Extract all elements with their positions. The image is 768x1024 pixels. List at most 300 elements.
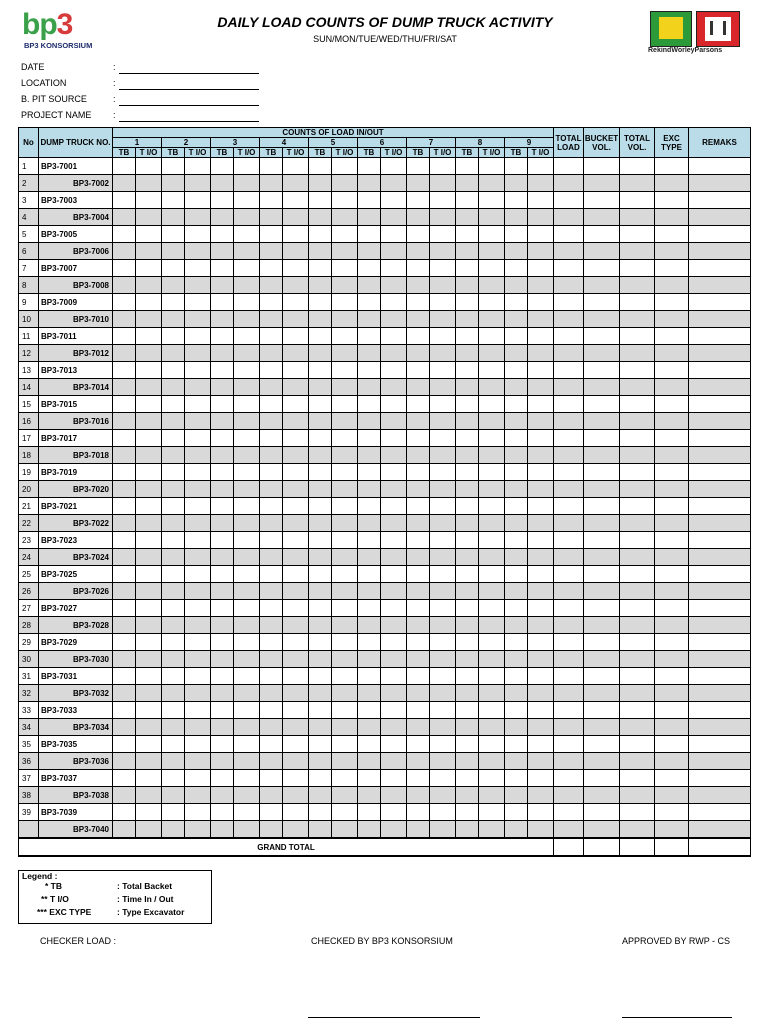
entry-cell[interactable] [505,396,528,413]
entry-cell[interactable] [528,362,554,379]
entry-cell[interactable] [113,719,136,736]
entry-cell[interactable] [456,362,479,379]
entry-cell[interactable] [554,515,584,532]
entry-cell[interactable] [332,787,358,804]
entry-cell[interactable] [479,736,505,753]
entry-cell[interactable] [456,430,479,447]
entry-cell[interactable] [309,566,332,583]
entry-cell[interactable] [554,158,584,175]
entry-cell[interactable] [162,736,185,753]
entry-cell[interactable] [407,362,430,379]
entry-cell[interactable] [554,600,584,617]
entry-cell[interactable] [381,787,407,804]
entry-cell[interactable] [358,804,381,821]
entry-cell[interactable] [528,617,554,634]
entry-cell[interactable] [655,192,689,209]
entry-cell[interactable] [689,311,751,328]
entry-cell[interactable] [283,430,309,447]
entry-cell[interactable] [505,311,528,328]
entry-cell[interactable] [479,413,505,430]
entry-cell[interactable] [162,787,185,804]
entry-cell[interactable] [185,617,211,634]
entry-cell[interactable] [430,736,456,753]
entry-cell[interactable] [689,617,751,634]
entry-cell[interactable] [260,464,283,481]
entry-cell[interactable] [113,532,136,549]
entry-cell[interactable] [479,719,505,736]
entry-cell[interactable] [283,311,309,328]
entry-cell[interactable] [113,158,136,175]
entry-cell[interactable] [234,362,260,379]
entry-cell[interactable] [211,158,234,175]
entry-cell[interactable] [185,243,211,260]
entry-cell[interactable] [528,379,554,396]
entry-cell[interactable] [584,821,620,839]
entry-cell[interactable] [528,736,554,753]
entry-cell[interactable] [505,277,528,294]
entry-cell[interactable] [332,209,358,226]
entry-cell[interactable] [283,260,309,277]
entry-cell[interactable] [430,549,456,566]
entry-cell[interactable] [283,617,309,634]
entry-cell[interactable] [505,804,528,821]
entry-cell[interactable] [655,362,689,379]
entry-cell[interactable] [260,175,283,192]
entry-cell[interactable] [234,430,260,447]
entry-cell[interactable] [234,379,260,396]
entry-cell[interactable] [689,362,751,379]
entry-cell[interactable] [381,685,407,702]
entry-cell[interactable] [136,566,162,583]
entry-cell[interactable] [505,583,528,600]
entry-cell[interactable] [584,243,620,260]
entry-cell[interactable] [689,651,751,668]
entry-cell[interactable] [185,685,211,702]
entry-cell[interactable] [309,685,332,702]
entry-cell[interactable] [381,362,407,379]
entry-cell[interactable] [358,719,381,736]
entry-cell[interactable] [162,396,185,413]
entry-cell[interactable] [260,668,283,685]
entry-cell[interactable] [430,804,456,821]
entry-cell[interactable] [332,175,358,192]
entry-cell[interactable] [381,345,407,362]
entry-cell[interactable] [584,481,620,498]
entry-cell[interactable] [113,226,136,243]
entry-cell[interactable] [620,634,655,651]
entry-cell[interactable] [234,328,260,345]
entry-cell[interactable] [211,243,234,260]
entry-cell[interactable] [260,532,283,549]
entry-cell[interactable] [211,515,234,532]
entry-cell[interactable] [381,515,407,532]
entry-cell[interactable] [528,175,554,192]
entry-cell[interactable] [358,328,381,345]
entry-cell[interactable] [211,396,234,413]
entry-cell[interactable] [309,634,332,651]
entry-cell[interactable] [113,804,136,821]
entry-cell[interactable] [309,396,332,413]
entry-cell[interactable] [456,685,479,702]
entry-cell[interactable] [505,294,528,311]
entry-cell[interactable] [136,736,162,753]
entry-cell[interactable] [554,345,584,362]
entry-cell[interactable] [655,498,689,515]
entry-cell[interactable] [620,821,655,839]
entry-cell[interactable] [620,702,655,719]
entry-cell[interactable] [554,362,584,379]
entry-cell[interactable] [505,379,528,396]
entry-cell[interactable] [309,668,332,685]
entry-cell[interactable] [430,617,456,634]
entry-cell[interactable] [309,719,332,736]
entry-cell[interactable] [655,566,689,583]
entry-cell[interactable] [456,243,479,260]
entry-cell[interactable] [554,379,584,396]
entry-cell[interactable] [528,702,554,719]
entry-cell[interactable] [358,277,381,294]
entry-cell[interactable] [456,719,479,736]
entry-cell[interactable] [430,532,456,549]
entry-cell[interactable] [430,770,456,787]
entry-cell[interactable] [211,192,234,209]
entry-cell[interactable] [309,498,332,515]
entry-cell[interactable] [554,430,584,447]
entry-cell[interactable] [528,226,554,243]
entry-cell[interactable] [479,668,505,685]
entry-cell[interactable] [136,379,162,396]
entry-cell[interactable] [162,209,185,226]
entry-cell[interactable] [620,379,655,396]
entry-cell[interactable] [381,209,407,226]
entry-cell[interactable] [407,464,430,481]
entry-cell[interactable] [407,532,430,549]
entry-cell[interactable] [283,481,309,498]
entry-cell[interactable] [407,226,430,243]
entry-cell[interactable] [162,617,185,634]
entry-cell[interactable] [554,192,584,209]
entry-cell[interactable] [689,481,751,498]
entry-cell[interactable] [332,192,358,209]
entry-cell[interactable] [430,481,456,498]
entry-cell[interactable] [136,209,162,226]
entry-cell[interactable] [505,243,528,260]
entry-cell[interactable] [162,362,185,379]
entry-cell[interactable] [136,719,162,736]
entry-cell[interactable] [584,413,620,430]
entry-cell[interactable] [528,413,554,430]
entry-cell[interactable] [332,685,358,702]
entry-cell[interactable] [234,396,260,413]
entry-cell[interactable] [162,243,185,260]
entry-cell[interactable] [381,702,407,719]
entry-cell[interactable] [113,753,136,770]
entry-cell[interactable] [136,702,162,719]
entry-cell[interactable] [260,192,283,209]
entry-cell[interactable] [479,243,505,260]
entry-cell[interactable] [113,770,136,787]
entry-cell[interactable] [309,532,332,549]
entry-cell[interactable] [185,379,211,396]
entry-cell[interactable] [528,209,554,226]
entry-cell[interactable] [528,532,554,549]
entry-cell[interactable] [381,532,407,549]
entry-cell[interactable] [655,226,689,243]
entry-cell[interactable] [505,753,528,770]
entry-cell[interactable] [234,243,260,260]
entry-cell[interactable] [113,413,136,430]
entry-cell[interactable] [430,243,456,260]
entry-cell[interactable] [234,311,260,328]
entry-cell[interactable] [407,736,430,753]
entry-cell[interactable] [162,260,185,277]
entry-cell[interactable] [584,226,620,243]
entry-cell[interactable] [234,532,260,549]
entry-cell[interactable] [655,651,689,668]
entry-cell[interactable] [358,192,381,209]
entry-cell[interactable] [309,226,332,243]
entry-cell[interactable] [234,158,260,175]
entry-cell[interactable] [358,532,381,549]
entry-cell[interactable] [283,821,309,839]
entry-cell[interactable] [655,583,689,600]
entry-cell[interactable] [211,532,234,549]
entry-cell[interactable] [655,719,689,736]
entry-cell[interactable] [430,277,456,294]
entry-cell[interactable] [620,515,655,532]
entry-cell[interactable] [358,294,381,311]
entry-cell[interactable] [407,430,430,447]
entry-cell[interactable] [620,311,655,328]
entry-cell[interactable] [332,821,358,839]
entry-cell[interactable] [456,532,479,549]
entry-cell[interactable] [479,311,505,328]
entry-cell[interactable] [479,396,505,413]
entry-cell[interactable] [162,294,185,311]
entry-cell[interactable] [584,719,620,736]
entry-cell[interactable] [234,804,260,821]
entry-cell[interactable] [655,447,689,464]
entry-cell[interactable] [162,702,185,719]
entry-cell[interactable] [430,634,456,651]
entry-cell[interactable] [505,736,528,753]
entry-cell[interactable] [381,464,407,481]
entry-cell[interactable] [479,515,505,532]
entry-cell[interactable] [381,328,407,345]
entry-cell[interactable] [162,328,185,345]
entry-cell[interactable] [136,804,162,821]
entry-cell[interactable] [655,277,689,294]
entry-cell[interactable] [185,532,211,549]
entry-cell[interactable] [554,651,584,668]
entry-cell[interactable] [430,396,456,413]
entry-cell[interactable] [283,362,309,379]
entry-cell[interactable] [113,260,136,277]
entry-cell[interactable] [620,498,655,515]
entry-cell[interactable] [260,804,283,821]
entry-cell[interactable] [211,702,234,719]
entry-cell[interactable] [381,175,407,192]
entry-cell[interactable] [309,447,332,464]
entry-cell[interactable] [430,753,456,770]
entry-cell[interactable] [554,736,584,753]
entry-cell[interactable] [358,617,381,634]
entry-cell[interactable] [620,753,655,770]
entry-cell[interactable] [655,532,689,549]
entry-cell[interactable] [332,651,358,668]
entry-cell[interactable] [528,277,554,294]
entry-cell[interactable] [234,277,260,294]
entry-cell[interactable] [211,209,234,226]
entry-cell[interactable] [479,464,505,481]
entry-cell[interactable] [689,379,751,396]
entry-cell[interactable] [185,311,211,328]
entry-cell[interactable] [381,617,407,634]
entry-cell[interactable] [689,702,751,719]
entry-cell[interactable] [162,804,185,821]
entry-cell[interactable] [689,464,751,481]
entry-cell[interactable] [358,668,381,685]
entry-cell[interactable] [505,787,528,804]
entry-cell[interactable] [309,583,332,600]
entry-cell[interactable] [655,396,689,413]
entry-cell[interactable] [528,430,554,447]
entry-cell[interactable] [554,175,584,192]
entry-cell[interactable] [234,668,260,685]
entry-cell[interactable] [260,566,283,583]
entry-cell[interactable] [554,668,584,685]
entry-cell[interactable] [456,600,479,617]
entry-cell[interactable] [358,685,381,702]
entry-cell[interactable] [689,787,751,804]
entry-cell[interactable] [430,685,456,702]
entry-cell[interactable] [260,498,283,515]
entry-cell[interactable] [528,651,554,668]
entry-cell[interactable] [407,277,430,294]
entry-cell[interactable] [234,787,260,804]
entry-cell[interactable] [136,498,162,515]
entry-cell[interactable] [260,430,283,447]
entry-cell[interactable] [430,430,456,447]
entry-cell[interactable] [505,226,528,243]
entry-cell[interactable] [185,430,211,447]
entry-cell[interactable] [584,379,620,396]
entry-cell[interactable] [332,328,358,345]
entry-cell[interactable] [113,498,136,515]
entry-cell[interactable] [430,345,456,362]
entry-cell[interactable] [211,328,234,345]
entry-cell[interactable] [584,277,620,294]
entry-cell[interactable] [528,753,554,770]
entry-cell[interactable] [381,379,407,396]
entry-cell[interactable] [554,532,584,549]
entry-cell[interactable] [283,243,309,260]
entry-cell[interactable] [162,515,185,532]
entry-cell[interactable] [528,158,554,175]
entry-cell[interactable] [505,651,528,668]
entry-cell[interactable] [381,277,407,294]
entry-cell[interactable] [479,192,505,209]
entry-cell[interactable] [479,753,505,770]
entry-cell[interactable] [185,192,211,209]
entry-cell[interactable] [456,328,479,345]
entry-cell[interactable] [283,515,309,532]
entry-cell[interactable] [185,277,211,294]
entry-cell[interactable] [332,277,358,294]
entry-cell[interactable] [479,430,505,447]
entry-cell[interactable] [211,430,234,447]
entry-cell[interactable] [162,311,185,328]
entry-cell[interactable] [113,549,136,566]
entry-cell[interactable] [505,668,528,685]
entry-cell[interactable] [689,770,751,787]
entry-cell[interactable] [136,260,162,277]
entry-cell[interactable] [584,651,620,668]
pit-source-input-line[interactable] [119,105,259,106]
entry-cell[interactable] [260,226,283,243]
entry-cell[interactable] [479,685,505,702]
entry-cell[interactable] [584,668,620,685]
entry-cell[interactable] [479,787,505,804]
entry-cell[interactable] [234,634,260,651]
entry-cell[interactable] [584,549,620,566]
entry-cell[interactable] [260,736,283,753]
entry-cell[interactable] [456,209,479,226]
entry-cell[interactable] [332,770,358,787]
entry-cell[interactable] [554,396,584,413]
entry-cell[interactable] [211,600,234,617]
entry-cell[interactable] [332,362,358,379]
entry-cell[interactable] [505,362,528,379]
entry-cell[interactable] [381,583,407,600]
entry-cell[interactable] [479,226,505,243]
entry-cell[interactable] [620,396,655,413]
entry-cell[interactable] [358,549,381,566]
entry-cell[interactable] [260,362,283,379]
entry-cell[interactable] [283,787,309,804]
entry-cell[interactable] [655,158,689,175]
entry-cell[interactable] [113,379,136,396]
entry-cell[interactable] [655,685,689,702]
entry-cell[interactable] [620,736,655,753]
entry-cell[interactable] [309,379,332,396]
entry-cell[interactable] [505,634,528,651]
entry-cell[interactable] [479,158,505,175]
entry-cell[interactable] [332,379,358,396]
entry-cell[interactable] [479,634,505,651]
entry-cell[interactable] [309,821,332,839]
entry-cell[interactable] [456,617,479,634]
entry-cell[interactable] [358,158,381,175]
entry-cell[interactable] [283,651,309,668]
entry-cell[interactable] [309,158,332,175]
entry-cell[interactable] [211,566,234,583]
entry-cell[interactable] [655,175,689,192]
entry-cell[interactable] [689,158,751,175]
entry-cell[interactable] [309,209,332,226]
entry-cell[interactable] [136,770,162,787]
entry-cell[interactable] [456,277,479,294]
entry-cell[interactable] [283,583,309,600]
entry-cell[interactable] [528,311,554,328]
entry-cell[interactable] [332,566,358,583]
entry-cell[interactable] [283,719,309,736]
entry-cell[interactable] [407,515,430,532]
entry-cell[interactable] [358,413,381,430]
entry-cell[interactable] [332,481,358,498]
entry-cell[interactable] [689,532,751,549]
entry-cell[interactable] [456,192,479,209]
